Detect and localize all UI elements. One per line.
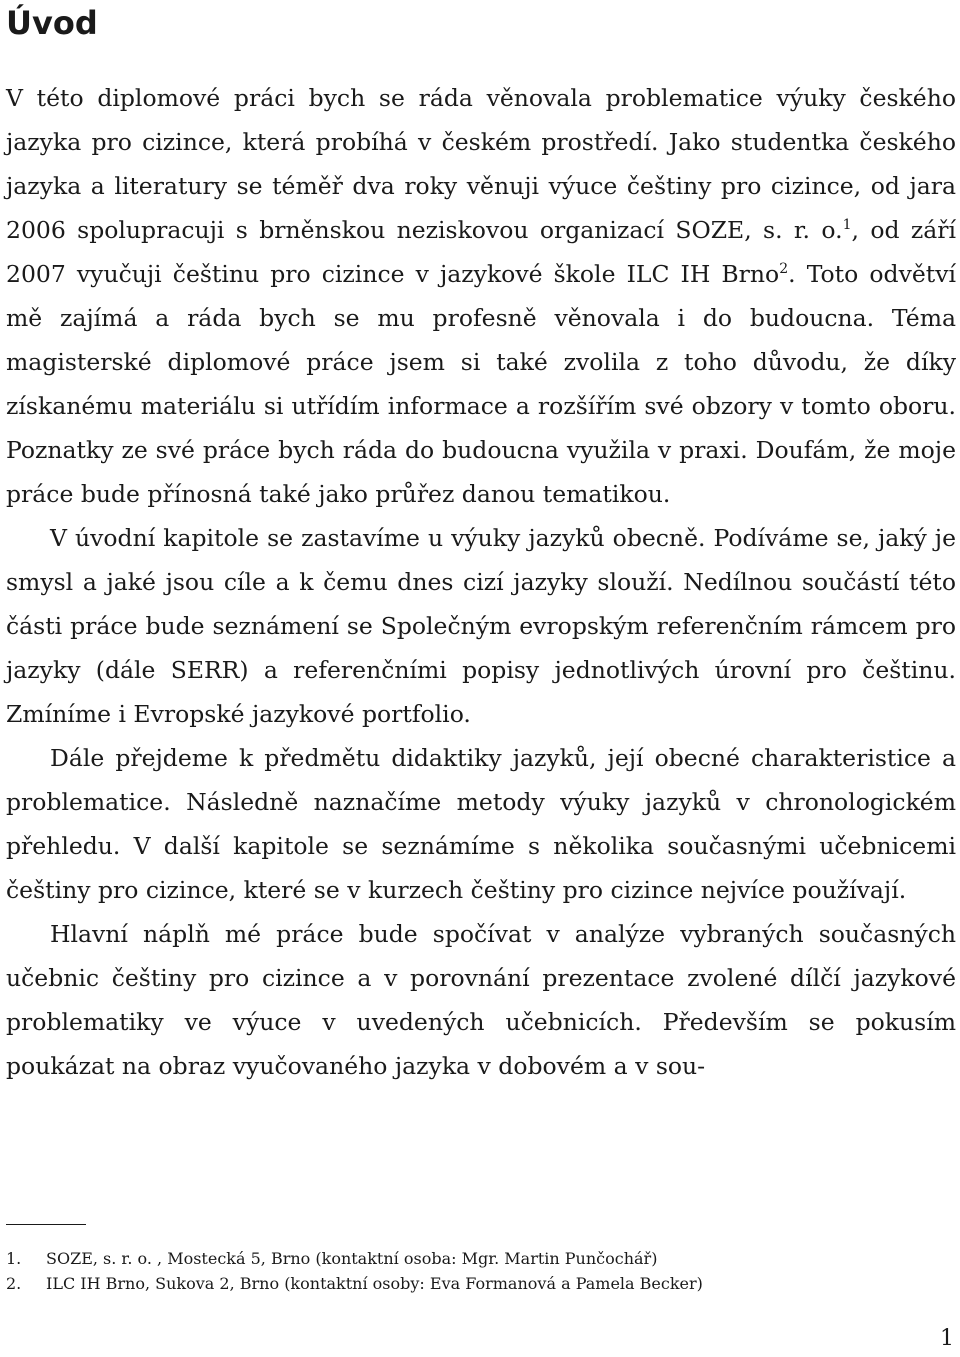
footnote-number: 2. <box>6 1274 22 1293</box>
footnote-number: 1. <box>6 1249 22 1268</box>
footnote-text: ILC IH Brno, Sukova 2, Brno (kontaktní osoby: Eva Formanová a Pamela Becker) <box>46 1274 703 1293</box>
page-number: 1 <box>940 1326 954 1351</box>
footnotes <box>6 1246 946 1296</box>
footnote-text: SOZE, s. r. o. , Mostecká 5, Brno (kontaktní osoba: Mgr. Martin Punčochář) <box>46 1249 658 1268</box>
footnote-divider <box>6 1224 86 1225</box>
paragraph-1-text-b: , od září 2007 vyučuji češtinu pro cizince v jazykové škole ILC IH Brno <box>6 216 956 288</box>
footnote-1 <box>6 1246 946 1271</box>
paragraph-1 <box>6 76 956 516</box>
paragraph-3: Dále přejdeme k předmětu didaktiky jazyků, její obecné charakteristice a problematice. Následně naznačíme metody výuky jazyků v chronologickém přehledu. V další kapitole se seznámíme s několika současnými učebnicemi češtiny pro cizince, které se v kurzech češtiny pro cizince nejvíce používají. <box>6 744 956 904</box>
paragraph-1-text-c: . Toto odvětví mě zajímá a ráda bych se mu profesně věnovala i do budoucna. Téma magisterské diplomové práce jsem si také zvolila z toho důvodu, že díky získanému materiálu si utřídím informace a rozšířím své obzory v tomto oboru. Poznatky ze své práce bych ráda do budoucna využila v praxi. Doufám, že moje práce bude přínosná také jako průřez danou tematikou. <box>6 260 956 508</box>
footnote-marker-1[interactable]: 1 <box>842 217 852 234</box>
footnote-2 <box>6 1271 946 1296</box>
paragraph-2: V úvodní kapitole se zastavíme u výuky jazyků obecně. Podíváme se, jaký je smysl a jaké jsou cíle a k čemu dnes cizí jazyky slouží. Nedílnou součástí této části práce bude seznámení se Společným evropským referenčním rámcem pro jazyky (dále SERR) a referenčními popisy jednotlivých úrovní pro češtinu. Zmíníme i Evropské jazykové portfolio. <box>6 524 956 728</box>
footnote-marker-2[interactable]: 2 <box>779 261 789 278</box>
paragraph-1-text-a: V této diplomové práci bych se ráda věnovala problematice výuky českého jazyka pro cizince, která probíhá v českém prostředí. Jako studentka českého jazyka a literatury se téměř dva roky věnuji výuce češtiny pro cizince, od jara 2006 spolupracuji s brněnskou neziskovou organizací SOZE, s. r. o. <box>6 84 956 244</box>
section-title: Úvod <box>6 4 98 42</box>
body-text <box>6 76 956 1088</box>
paragraph-4: Hlavní náplň mé práce bude spočívat v analýze vybraných současných učebnic češtiny pro cizince a v porovnání prezentace zvolené dílčí jazykové problematiky ve výuce v uvedených učebnicích. Především se pokusím poukázat na obraz vyučovaného jazyka v dobovém a v sou- <box>6 920 956 1080</box>
